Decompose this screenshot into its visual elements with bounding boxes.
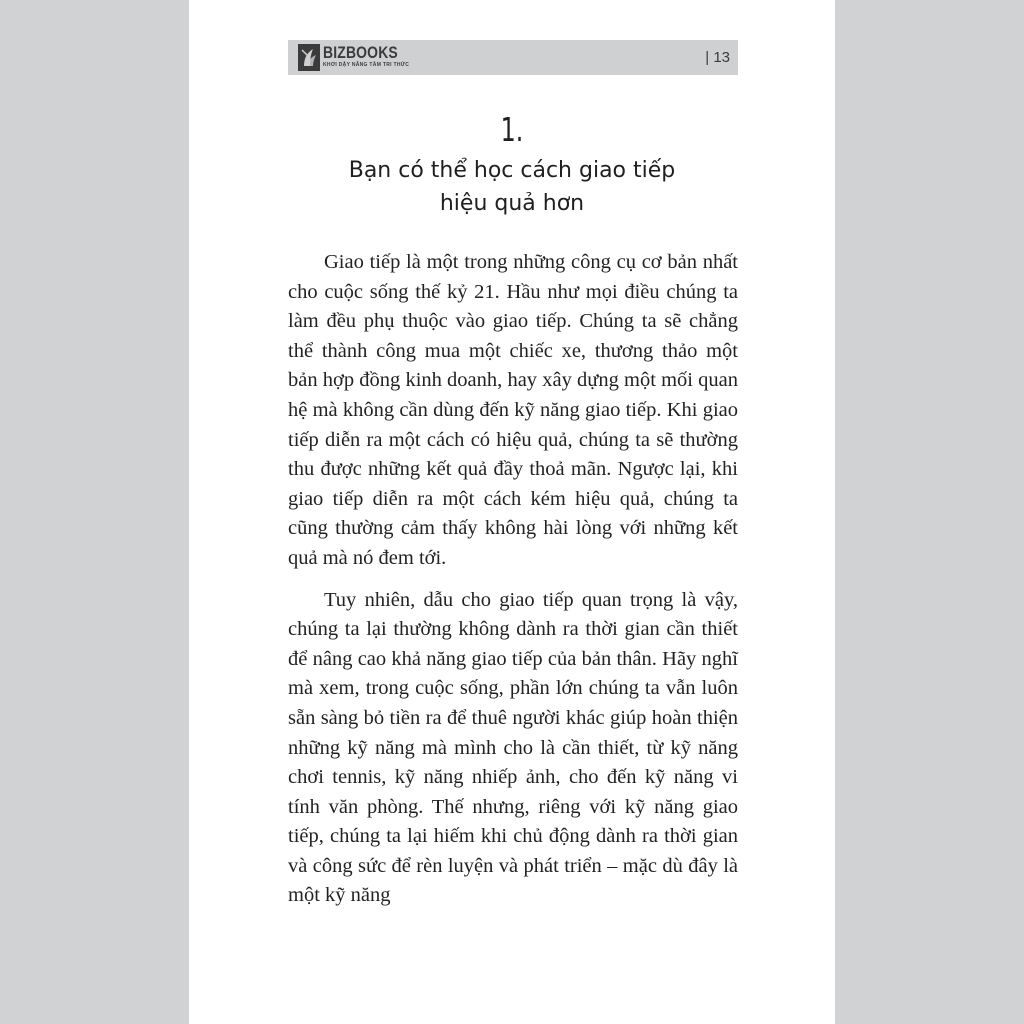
chapter-title-line-2: hiệu quả hơn [439,191,585,216]
paragraph: Tuy nhiên, dẫu cho giao tiếp quan trọng là vậy, chúng ta lại thường không dành ra thời gian cần thiết để nâng cao khả năng giao tiếp của bản thân. Hãy nghĩ mà xem, trong cuộc sống, phần lớn chúng ta vẫn luôn sẵn sàng bỏ tiền ra để thuê người khác giúp hoàn thiện những kỹ năng mà mình cho là cần thiết, từ kỹ năng chơi tennis, kỹ năng nhiếp ảnh, cho đến kỹ năng vi tính văn phòng. Thế nhưng, riêng với kỹ năng giao tiếp, chúng ta lại hiếm khi chủ động dành ra thời gian và công sức để rèn luyện và phát triển – mặc dù đây là một kỹ năng [288,588,738,907]
running-header [288,40,738,75]
chapter-title-line-1: Bạn có thể học cách giao tiếp [348,158,676,183]
book-page [189,0,835,1024]
body-text [288,248,738,911]
page-number: | 13 [705,49,730,66]
brand-name: BIZBOOKS [323,43,398,62]
paragraph: Giao tiếp là một trong những công cụ cơ bản nhất cho cuộc sống thế kỷ 21. Hầu như mọi điều chúng ta làm đều phụ thuộc vào giao tiếp. Chúng ta sẽ chẳng thể thành công mua một chiếc xe, thương thảo một bản hợp đồng kinh doanh, hay xây dựng một mối quan hệ mà không cần dùng đến kỹ năng giao tiếp. Khi giao tiếp diễn ra một cách có hiệu quả, chúng ta sẽ thường thu được những kết quả đầy thoả mãn. Ngược lại, khi giao tiếp diễn ra một cách kém hiệu quả, chúng ta cũng thường cảm thấy không hài lòng với những kết quả mà nó đem tới. [288,251,738,569]
brand-tagline: KHƠI DẬY NĂNG TẦM TRI THỨC [323,62,410,68]
chapter-number: 1. [500,110,524,149]
chapter-title [189,154,835,220]
bizbooks-logo-icon [298,44,320,71]
